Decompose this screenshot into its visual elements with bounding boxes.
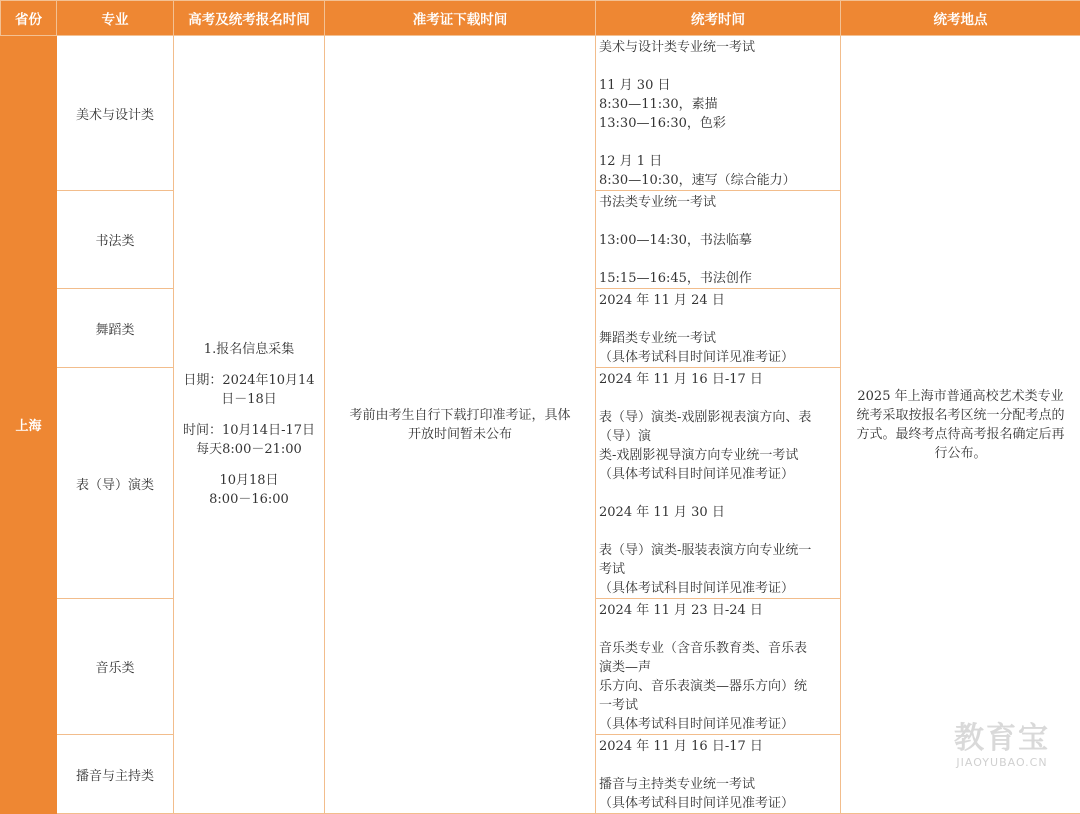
location-line: 2025 年上海市普通高校艺术类专业 <box>845 387 1076 406</box>
ticket-line: 开放时间暂未公布 <box>325 425 595 444</box>
registration-line: 日－18日 <box>174 390 324 409</box>
header-exam-location: 统考地点 <box>841 1 1080 36</box>
major-cell: 书法类 <box>57 191 174 289</box>
registration-line: 时间：10月14日-17日 <box>174 421 324 440</box>
major-cell: 舞蹈类 <box>57 289 174 368</box>
location-line: 统考采取按报名考区统一分配考点的 <box>845 406 1076 425</box>
exam-time-cell: 2024 年 11 月 23 日-24 日 音乐类专业（含音乐教育类、音乐表 演类—声 乐方向、音乐表演类—器乐方向）统 一考试 （具体考试科目时间详见准考证） <box>596 599 841 735</box>
exam-time-cell: 美术与设计类专业统一考试 11 月 30 日 8:30—11:30，素描 13:30—16:30，色彩 12 月 1 日 8:30—10:30，速写（综合能力） <box>596 36 841 191</box>
exam-time-cell: 2024 年 11 月 24 日 舞蹈类专业统一考试 （具体考试科目时间详见准考证） <box>596 289 841 368</box>
header-row <box>1 1 1080 36</box>
exam-time-cell: 书法类专业统一考试 13:00—14:30，书法临摹 15:15—16:45，书法创作 <box>596 191 841 289</box>
ticket-download-cell <box>325 36 596 814</box>
location-line: 方式。最终考点待高考报名确定后再 <box>845 425 1076 444</box>
header-exam-time: 统考时间 <box>596 1 841 36</box>
watermark-logo: 教育宝 <box>942 722 1062 756</box>
location-cell <box>841 36 1080 814</box>
header-major: 专业 <box>57 1 174 36</box>
registration-line: 每天8:00－21:00 <box>174 440 324 459</box>
ticket-line: 考前由考生自行下载打印准考证，具体 <box>325 406 595 425</box>
header-ticket-download-time: 准考证下载时间 <box>325 1 596 36</box>
registration-line: 8:00－16:00 <box>174 490 324 509</box>
major-cell: 播音与主持类 <box>57 735 174 814</box>
province-cell: 上海 <box>1 36 57 814</box>
exam-time-cell: 2024 年 11 月 16 日-17 日 播音与主持类专业统一考试 （具体考试科目时间详见准考证） <box>596 735 841 814</box>
header-registration-time: 高考及统考报名时间 <box>174 1 325 36</box>
major-cell: 音乐类 <box>57 599 174 735</box>
major-cell: 美术与设计类 <box>57 36 174 191</box>
major-cell: 表（导）演类 <box>57 368 174 599</box>
registration-line: 日期：2024年10月14 <box>174 371 324 390</box>
table-row <box>1 36 1080 191</box>
registration-cell <box>174 36 325 814</box>
watermark-url: JIAOYUBAO.CN <box>942 756 1062 769</box>
registration-line: 10月18日 <box>174 471 324 490</box>
registration-line: 1.报名信息采集 <box>174 340 324 359</box>
header-province: 省份 <box>1 1 57 36</box>
location-line: 行公布。 <box>845 444 1076 463</box>
exam-time-cell: 2024 年 11 月 16 日-17 日 表（导）演类-戏剧影视表演方向、表（导）演 类-戏剧影视导演方向专业统一考试 （具体考试科目时间详见准考证） 2024 年 11 月 30 日 表（导）演类-服装表演方向专业统一 考试 （具体考试科目时间详见准考证） <box>596 368 841 599</box>
